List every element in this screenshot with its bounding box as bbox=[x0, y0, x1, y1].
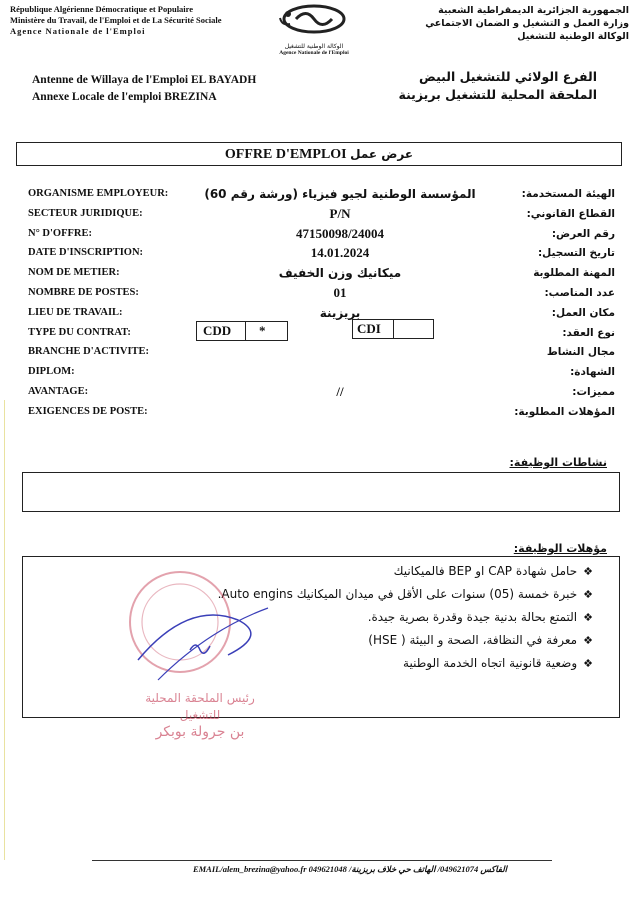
field-label-fr: TYPE DU CONTRAT: bbox=[28, 326, 131, 338]
field-label-fr: SECTEUR JURIDIQUE: bbox=[28, 207, 143, 219]
list-item: ❖التمتع بحالة بدنية جيدة وقدرة بصرية جيدة. bbox=[367, 610, 593, 624]
field-value: // bbox=[336, 384, 344, 399]
field-label-fr: EXIGENCES DE POSTE: bbox=[28, 405, 148, 417]
header-ar-line: الجمهورية الجزائرية الديمقراطية الشعبية bbox=[438, 5, 629, 16]
stamp-line: رئيس الملحقة المحلية bbox=[145, 691, 255, 705]
office-ar bbox=[398, 68, 597, 104]
field-label-ar: القطاع القانوني: bbox=[526, 207, 615, 220]
header-ar-line: الوكالة الوطنية للتشغيل bbox=[517, 31, 629, 42]
office-fr-line1: Antenne de Willaya de l'Emploi EL BAYADH bbox=[32, 74, 257, 86]
field-label-ar: المهنة المطلوبة bbox=[533, 267, 615, 280]
field-label-fr: ORGANISME EMPLOYEUR: bbox=[28, 188, 169, 199]
office-fr bbox=[32, 72, 256, 106]
field-label-fr: LIEU DE TRAVAIL: bbox=[28, 306, 123, 318]
title-fr: OFFRE D'EMPLOI bbox=[224, 147, 347, 162]
cdd-divider bbox=[245, 322, 246, 340]
page-title bbox=[17, 143, 621, 166]
logo-caption-fr: Agence Nationale de l'Emploi bbox=[279, 50, 349, 56]
field-label-fr: DATE D'INSCRIPTION: bbox=[28, 247, 144, 259]
list-item: ❖حامل شهادة CAP او BEP فالميكانيك bbox=[393, 564, 593, 578]
tasks-title: نشاطات الوظيفة: bbox=[509, 456, 607, 469]
field-label-ar: عدد المناصب: bbox=[544, 287, 615, 299]
cdi-box bbox=[352, 319, 434, 339]
qualifications-title: مؤهلات الوظيفة: bbox=[513, 542, 607, 555]
field-label-fr: N° D'OFFRE: bbox=[28, 227, 92, 239]
office-ar-line2: الملحقة المحلية للتشغيل بريزينة bbox=[398, 87, 597, 102]
list-item: ❖خبرة خمسة (05) سنوات على الأقل في ميدان الميكانيك Auto engins. bbox=[217, 587, 593, 601]
header-ar bbox=[425, 4, 629, 43]
diamond-icon: ❖ bbox=[583, 565, 593, 578]
field-label-ar: تاريخ التسجيل: bbox=[537, 247, 615, 260]
cdd-label: CDD bbox=[203, 323, 232, 338]
field-label-ar: نوع العقد: bbox=[562, 326, 615, 339]
field-label-fr: NOMBRE DE POSTES: bbox=[28, 287, 139, 298]
field-value: 01 bbox=[333, 285, 347, 300]
cdd-mark: * bbox=[259, 323, 266, 338]
agency-logo-icon bbox=[268, 4, 360, 38]
header-ar-line: وزارة العمل و التشغيل و الضمان الاجتماعي bbox=[425, 18, 629, 29]
cdd-box bbox=[196, 321, 288, 341]
field-value: P/N bbox=[329, 205, 351, 221]
list-item: ❖معرفة في النظافة، الصحة و البيئة ( HSE) bbox=[368, 633, 593, 647]
diamond-icon: ❖ bbox=[583, 657, 593, 670]
stamp-line: بن جرولة بوبكر bbox=[155, 724, 245, 740]
field-label-fr: NOM DE METIER: bbox=[28, 267, 120, 279]
field-label-ar: الهيئة المستخدمة: bbox=[521, 188, 615, 200]
list-item: ❖وضعية قانونية اتجاه الخدمة الوطنية bbox=[403, 656, 593, 670]
title-box bbox=[16, 142, 622, 166]
footer-contact: EMAIL/alem_brezina@yahoo.fr 049621048 /الفاكس 049621074/ الهاتف حي خلاف بريزينة bbox=[192, 864, 508, 874]
field-label-ar: الشهادة: bbox=[570, 366, 615, 379]
field-label-ar: المؤهلات المطلوبة: bbox=[514, 405, 615, 418]
field-label-ar: مميزات: bbox=[572, 386, 615, 398]
diamond-icon: ❖ bbox=[583, 611, 593, 624]
field-label-fr: DIPLOM: bbox=[28, 366, 75, 378]
field-label-ar: رقم العرض: bbox=[551, 227, 615, 240]
cdi-label: CDI bbox=[357, 321, 381, 336]
diamond-icon: ❖ bbox=[583, 634, 593, 647]
field-label-ar: مكان العمل: bbox=[551, 306, 615, 319]
field-value: المؤسسة الوطنية لجيو فيزياء (ورشة رقم 60) bbox=[204, 187, 476, 201]
cdi-divider bbox=[393, 320, 394, 338]
field-label-ar: مجال النشاط bbox=[546, 346, 615, 359]
header-fr-line: Agence Nationale de l'Emploi bbox=[10, 26, 146, 36]
field-value: 47150098/24004 bbox=[295, 225, 385, 241]
footer-divider bbox=[92, 860, 552, 861]
header-fr-line: Ministère du Travail, de l'Emploi et de La Sécurité Sociale bbox=[10, 15, 222, 25]
margin-line bbox=[4, 400, 5, 860]
stamp-text bbox=[130, 690, 270, 741]
field-value: ميكانيك وزن الخفيف bbox=[278, 266, 402, 281]
field-value: بريزينة bbox=[319, 305, 361, 320]
tasks-box bbox=[22, 472, 620, 512]
office-ar-line1: الفرع الولائي للتشغيل البيض bbox=[419, 69, 597, 84]
agency-logo bbox=[268, 4, 360, 56]
stamp-line: للتشغيل bbox=[179, 708, 221, 722]
field-label-fr: AVANTAGE: bbox=[28, 386, 89, 397]
header-fr bbox=[10, 4, 222, 37]
header-fr-line: République Algérienne Démocratique et Populaire bbox=[10, 4, 194, 14]
diamond-icon: ❖ bbox=[583, 588, 593, 601]
field-value: 14.01.2024 bbox=[310, 245, 370, 261]
field-label-fr: BRANCHE D'ACTIVITE: bbox=[28, 346, 150, 358]
office-fr-line2: Annexe Locale de l'emploi BREZINA bbox=[32, 91, 217, 103]
logo-caption-ar: الوكالة الوطنية للتشغيل bbox=[284, 43, 344, 50]
title-ar: عرض عمل bbox=[350, 147, 414, 161]
